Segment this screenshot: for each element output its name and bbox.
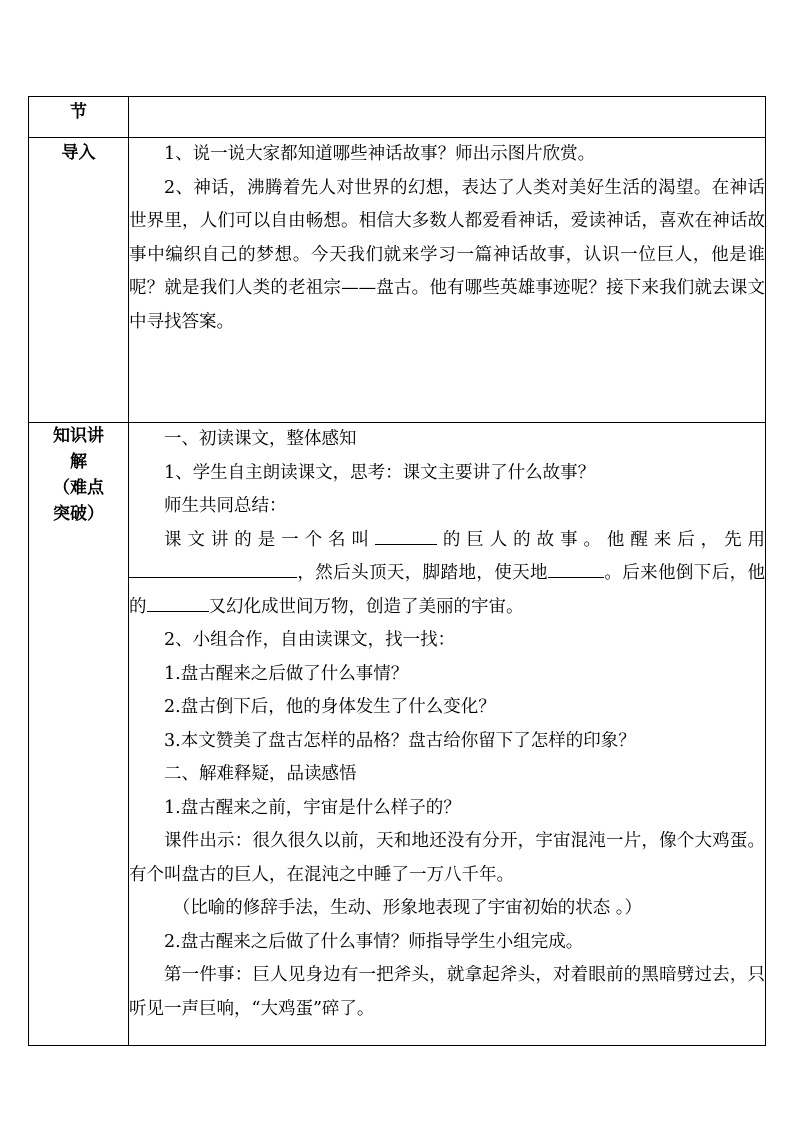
row-label-daoru: 导入 xyxy=(29,138,129,423)
question-2-3: 3.本文赞美了盘古怎样的品格？盘古给你留下了怎样的印象？ xyxy=(164,730,636,751)
first-event-paragraph: 第一件事：巨人见身边有一把斧头，就拿起斧头，对着眼前的黑暗劈过去，只听见一声巨响，“大鸡蛋”碎了。 xyxy=(129,965,765,1019)
row-label-jie: 节 xyxy=(29,97,129,138)
label-line-3: （难点 xyxy=(53,478,104,498)
section-2-question-1: 1.盘古醒来之前，宇宙是什么样子的？ xyxy=(164,797,461,818)
row-content-daoru xyxy=(129,138,766,423)
intro-paragraph-2: 2、神话，沸腾着先人对世界的幻想，表达了人类对美好生活的渴望。在神话世界里，人们可以自由畅想。相信大多数人都爱看神话，爱读神话，喜欢在神话故事中编织自己的梦想。今天我们就来学习一篇神话故事，认识一位巨人，他是谁呢？就是我们人类的老祖宗——盘古。他有哪些英雄事迹呢？接下来我们就去课文中寻找答案。 xyxy=(129,177,765,332)
row-content-zhishi xyxy=(129,423,766,1046)
fill-blank-1 xyxy=(375,524,437,545)
courseware-paragraph: 课件出示：很久很久以前，天和地还没有分开，宇宙混沌一片，像个大鸡蛋。有个叫盘古的巨人，在混沌之中睡了一万八千年。 xyxy=(129,831,765,885)
fill-in-paragraph xyxy=(129,524,765,625)
section-1-title: 一、初读课文，整体感知 xyxy=(164,429,357,449)
label-line-2: 解 xyxy=(70,452,87,472)
fill-text-d: 。后来他倒下后，他的 xyxy=(129,563,765,617)
fill-text-e: 又幻化成世间万物，创造了美丽的宇宙。 xyxy=(208,596,524,617)
fill-blank-2 xyxy=(129,557,297,578)
table-row-jie xyxy=(29,97,766,138)
section-2-question-2: 2.盘古醒来之后做了什么事情？师指导学生小组完成。 xyxy=(164,931,584,952)
intro-paragraph-1: 1、说一说大家都知道哪些神话故事？师出示图片欣赏。 xyxy=(164,144,596,164)
question-1: 1、学生自主朗读课文，思考：课文主要讲了什么故事？ xyxy=(164,462,596,483)
row-content-jie xyxy=(129,97,766,138)
rhetoric-note: （比喻的修辞手法，生动、形象地表现了宇宙初始的状态 。） xyxy=(172,898,643,918)
label-line-1: 知识讲 xyxy=(53,426,104,446)
fill-blank-4 xyxy=(147,591,209,612)
question-2-2: 2.盘古倒下后，他的身体发生了什么变化？ xyxy=(164,697,496,717)
fill-text-b: 的巨人的故事。他醒来后，先用 xyxy=(436,529,766,550)
fill-text-a: 课文讲的是一个名叫 xyxy=(164,529,375,550)
table-row-daoru xyxy=(29,138,766,423)
question-2: 2、小组合作，自由读课文，找一找： xyxy=(164,630,456,650)
table-row-zhishi xyxy=(29,423,766,1046)
lesson-plan-table xyxy=(28,96,766,1046)
row-label-zhishi xyxy=(29,423,129,1046)
question-2-1: 1.盘古醒来之后做了什么事情？ xyxy=(164,663,409,684)
summary-label: 师生共同总结： xyxy=(164,496,287,516)
fill-blank-3 xyxy=(548,557,604,578)
label-line-4: 突破） xyxy=(53,504,104,524)
fill-text-c: ，然后头顶天，脚踏地，使天地 xyxy=(297,563,548,583)
section-2-title: 二、解难释疑，品读感悟 xyxy=(164,764,357,784)
